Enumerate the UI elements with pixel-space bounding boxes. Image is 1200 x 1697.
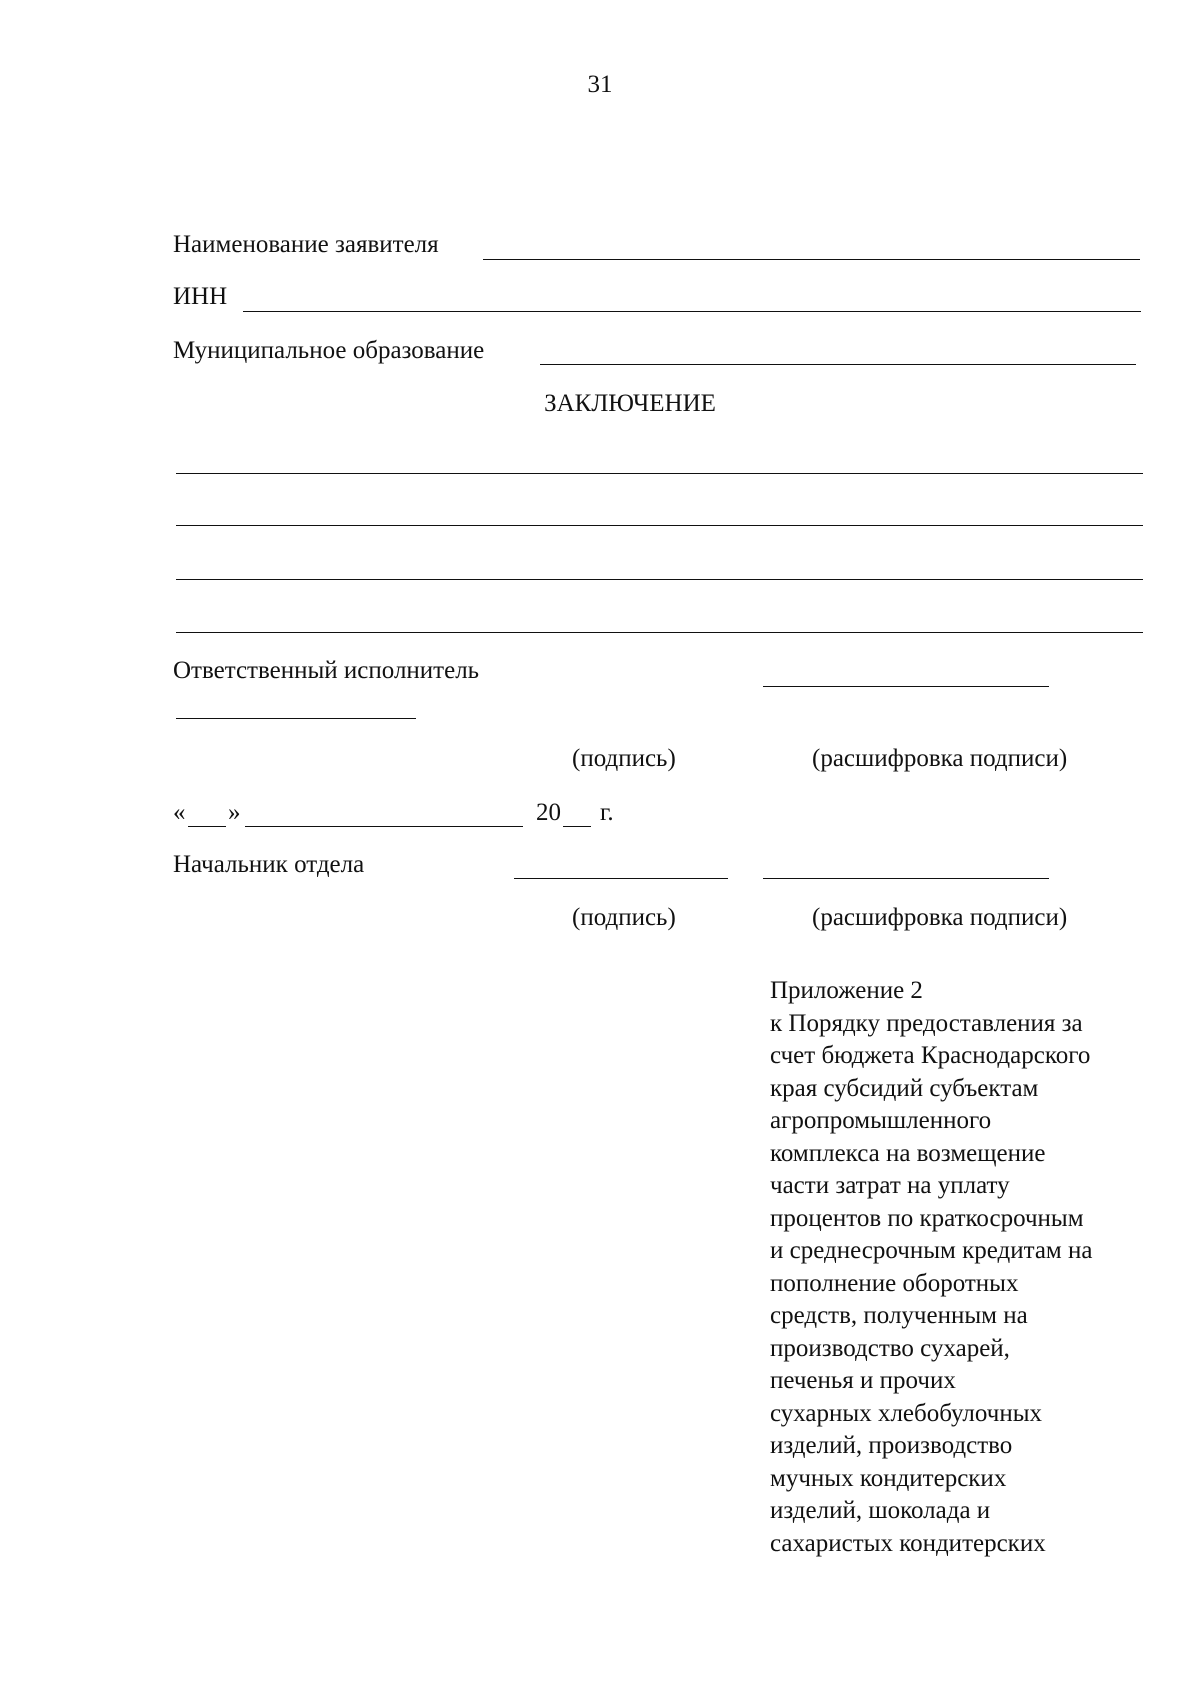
date-close-quote: » bbox=[228, 799, 241, 826]
date-year-line[interactable] bbox=[563, 826, 591, 827]
appendix-line: производство сухарей, bbox=[770, 1334, 1010, 1362]
appendix-line: края субсидий субъектам bbox=[770, 1074, 1039, 1102]
municipality-field-line[interactable] bbox=[540, 364, 1136, 365]
appendix-line: к Порядку предоставления за bbox=[770, 1009, 1083, 1037]
date-year-prefix: 20 bbox=[536, 799, 561, 826]
appendix-line: изделий, производство bbox=[770, 1432, 1013, 1459]
head-decode-caption: (расшифровка подписи) bbox=[812, 904, 1068, 931]
conclusion-line-4[interactable] bbox=[176, 632, 1143, 633]
appendix-line: средств, полученным на bbox=[770, 1302, 1028, 1329]
applicant-field-line[interactable] bbox=[483, 259, 1140, 260]
appendix-line: процентов по краткосрочным bbox=[770, 1204, 1084, 1232]
appendix-line: пополнение оборотных bbox=[770, 1269, 1019, 1297]
appendix-line: печенья и прочих bbox=[770, 1367, 956, 1394]
date-day-line[interactable] bbox=[188, 826, 226, 827]
executor-signature-line[interactable] bbox=[176, 718, 416, 719]
appendix-line: Приложение 2 bbox=[770, 977, 923, 1004]
head-signature-caption: (подпись) bbox=[572, 904, 676, 931]
appendix-block bbox=[770, 975, 1180, 1560]
date-month-line[interactable] bbox=[245, 826, 523, 827]
applicant-label: Наименование заявителя bbox=[173, 231, 439, 258]
appendix-line: мучных кондитерских bbox=[770, 1464, 1007, 1492]
appendix-line: сухарных хлебобулочных bbox=[770, 1399, 1042, 1427]
conclusion-line-1[interactable] bbox=[176, 473, 1143, 474]
head-signature-line[interactable] bbox=[514, 878, 728, 879]
appendix-line: комплекса на возмещение bbox=[770, 1139, 1046, 1167]
executor-signature-caption: (подпись) bbox=[572, 745, 676, 772]
page-number: 31 bbox=[587, 71, 613, 98]
conclusion-line-2[interactable] bbox=[176, 525, 1143, 526]
executor-label: Ответственный исполнитель bbox=[173, 657, 480, 684]
executor-decode-caption: (расшифровка подписи) bbox=[812, 745, 1068, 772]
conclusion-title: ЗАКЛЮЧЕНИЕ bbox=[544, 390, 716, 417]
date-year-suffix: г. bbox=[600, 799, 614, 826]
appendix-line: изделий, шоколада и bbox=[770, 1497, 991, 1524]
executor-decode-line[interactable] bbox=[763, 686, 1049, 687]
inn-field-line[interactable] bbox=[243, 311, 1141, 312]
head-label: Начальник отдела bbox=[173, 851, 365, 878]
appendix-line: и среднесрочным кредитам на bbox=[770, 1237, 1093, 1264]
appendix-line: части затрат на уплату bbox=[770, 1172, 1010, 1199]
conclusion-line-3[interactable] bbox=[176, 579, 1143, 580]
municipality-label: Муниципальное образование bbox=[173, 337, 485, 364]
appendix-line: счет бюджета Краснодарского bbox=[770, 1042, 1091, 1069]
appendix-line: сахаристых кондитерских bbox=[770, 1529, 1046, 1557]
date-open-quote: « bbox=[173, 799, 186, 826]
inn-label: ИНН bbox=[173, 283, 228, 310]
appendix-line: агропромышленного bbox=[770, 1107, 992, 1134]
head-decode-line[interactable] bbox=[763, 878, 1049, 879]
